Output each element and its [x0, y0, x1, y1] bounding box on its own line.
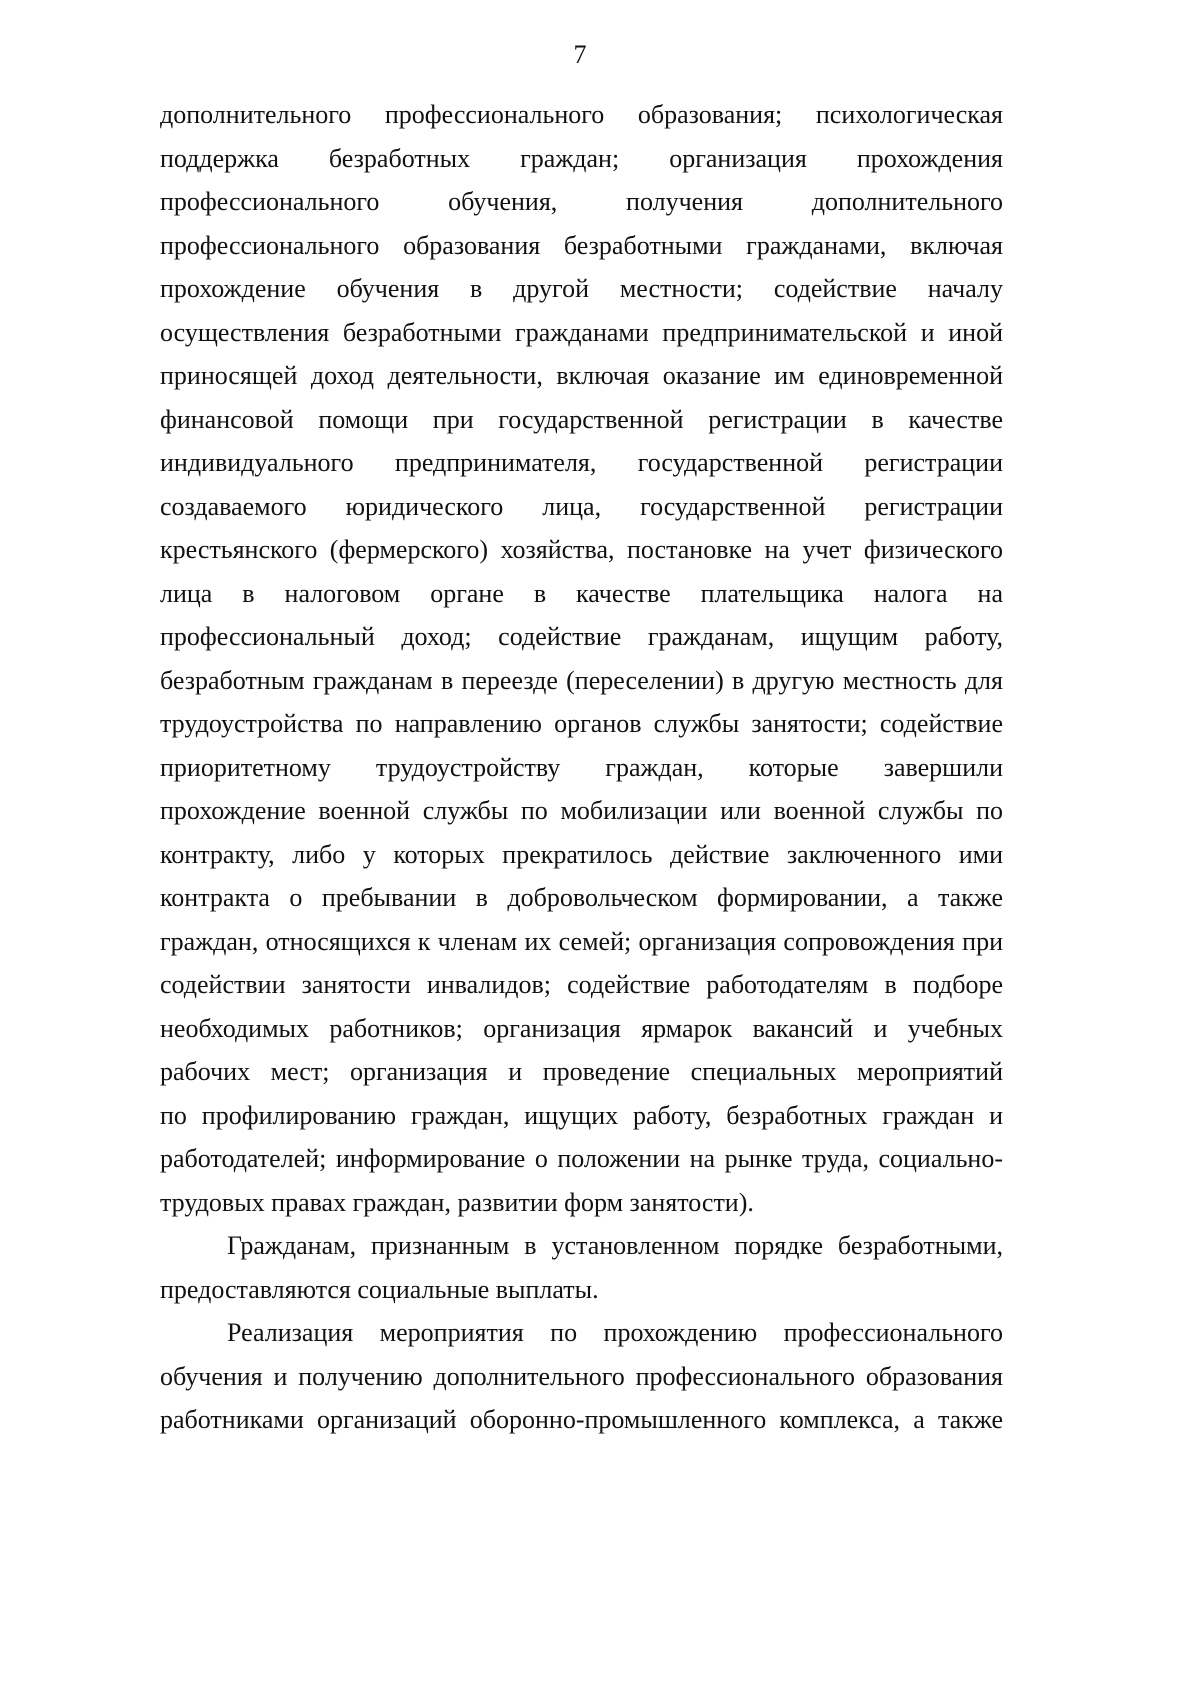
- text-line: необходимых работников; организация ярмарок вакансий и учебных: [160, 1014, 1003, 1043]
- page-number: 7: [573, 40, 587, 69]
- text-line: приоритетному трудоустройству граждан, которые завершили: [160, 753, 1003, 782]
- text-line: предоставляются социальные выплаты.: [160, 1275, 599, 1304]
- text-line: индивидуального предпринимателя, государственной регистрации: [160, 448, 1003, 477]
- text-line: лица в налоговом органе в качестве плательщика налога на: [160, 579, 1003, 608]
- text-line: Гражданам, признанным в установленном порядке безработными,: [227, 1231, 1003, 1260]
- text-line: прохождение военной службы по мобилизации или военной службы по: [160, 796, 1003, 825]
- text-line: контракта о пребывании в добровольческом формировании, а также: [160, 883, 1003, 912]
- text-line: крестьянского (фермерского) хозяйства, постановке на учет физического: [160, 535, 1003, 564]
- text-line: приносящей доход деятельности, включая оказание им единовременной: [160, 361, 1003, 390]
- text-line: обучения и получению дополнительного профессионального образования: [160, 1362, 1003, 1391]
- text-line: работодателей; информирование о положении на рынке труда, социально-: [160, 1144, 1003, 1173]
- text-line: профессионального обучения, получения дополнительного: [160, 187, 1003, 216]
- text-line: граждан, относящихся к членам их семей; организация сопровождения при: [160, 927, 1003, 956]
- text-line: финансовой помощи при государственной регистрации в качестве: [160, 405, 1003, 434]
- text-line: работниками организаций оборонно-промышленного комплекса, а также: [160, 1405, 1003, 1434]
- text-line: Реализация мероприятия по прохождению профессионального: [227, 1318, 1003, 1347]
- text-line: дополнительного профессионального образования; психологическая: [160, 100, 1003, 129]
- text-line: профессионального образования безработными гражданами, включая: [160, 231, 1003, 260]
- text-line: осуществления безработными гражданами предпринимательской и иной: [160, 318, 1003, 347]
- text-line: создаваемого юридического лица, государственной регистрации: [160, 492, 1003, 521]
- text-line: поддержка безработных граждан; организация прохождения: [160, 144, 1003, 173]
- text-line: рабочих мест; организация и проведение специальных мероприятий: [160, 1057, 1003, 1086]
- text-line: прохождение обучения в другой местности; содействие началу: [160, 274, 1003, 303]
- text-line: контракту, либо у которых прекратилось действие заключенного ими: [160, 840, 1003, 869]
- text-line: трудоустройства по направлению органов службы занятости; содействие: [160, 709, 1003, 738]
- text-line: по профилированию граждан, ищущих работу, безработных граждан и: [160, 1101, 1003, 1130]
- text-line: профессиональный доход; содействие гражданам, ищущим работу,: [160, 622, 1003, 651]
- text-line: содействии занятости инвалидов; содействие работодателям в подборе: [160, 970, 1003, 999]
- text-line: безработным гражданам в переезде (переселении) в другую местность для: [160, 666, 1003, 695]
- text-line: трудовых правах граждан, развитии форм занятости).: [160, 1188, 754, 1217]
